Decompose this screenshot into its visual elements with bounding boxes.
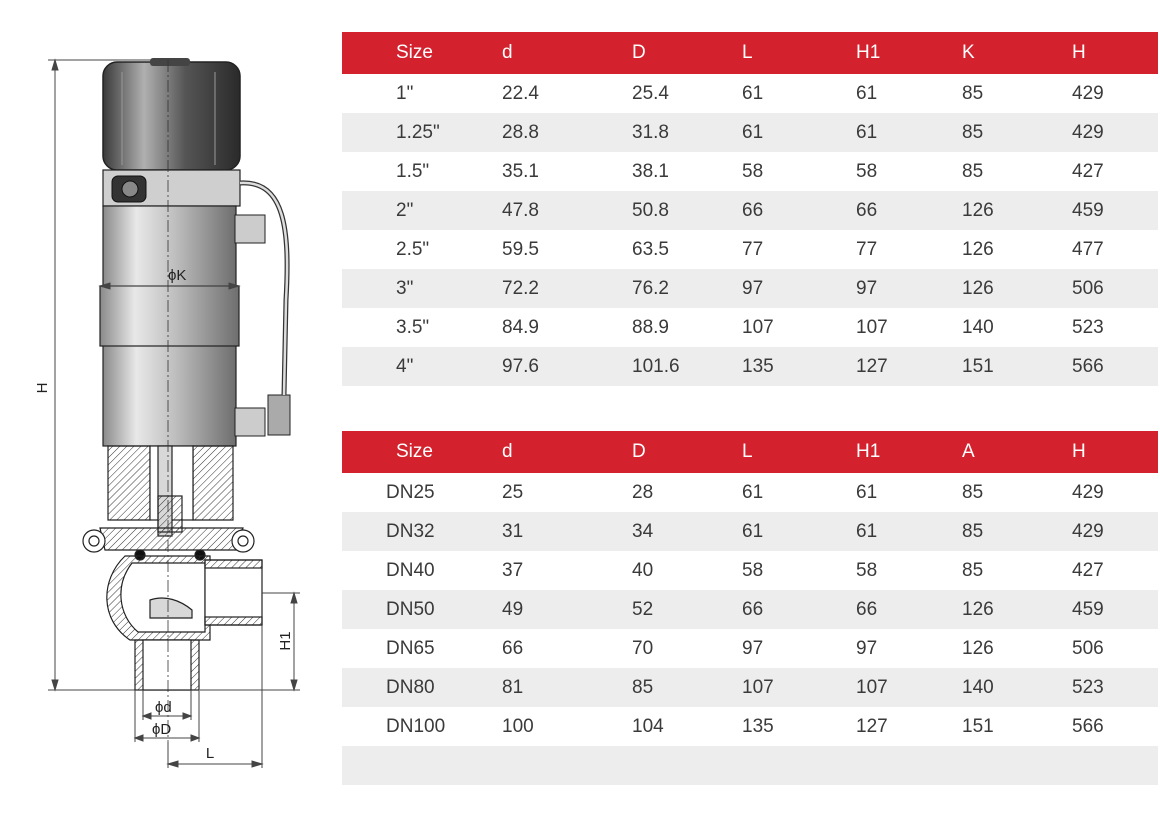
cell-value: 34 [592,512,712,551]
cell-size: 3.5" [396,316,430,338]
cell-value: 477 [1072,238,1104,260]
cell-value: 61 [856,481,878,503]
header-d: d [462,431,592,473]
actuator-body [100,183,290,446]
table-row [342,191,1158,230]
cell-value: 81 [462,668,592,707]
cell-size: DN80 [342,668,462,707]
cell-value: 61 [712,512,822,551]
cell-value: 97.6 [462,347,592,386]
cell-size: 4" [342,347,462,386]
filler-cell [342,746,1158,785]
cell-value: 151 [932,347,1032,386]
cell-value: 151 [962,715,994,737]
cell-value: 66 [502,637,524,659]
cell-size: DN32 [342,512,462,551]
cell-value: 566 [1072,715,1104,737]
cell-value: 85 [962,160,984,182]
cell-size: DN40 [386,559,435,581]
valve-bonnet-section [108,446,233,536]
header-size: Size [342,32,462,74]
cell-value: 66 [712,191,822,230]
cell-value: 22.4 [502,82,539,104]
clamp-ring [83,528,254,560]
table-row [342,707,1158,746]
table-row [342,512,1158,551]
cell-value: 58 [856,160,878,182]
cell-value: 459 [1032,191,1158,230]
cell-size: 1.25" [342,113,462,152]
cell-value: 104 [632,715,664,737]
cell-value: 566 [1032,347,1158,386]
cell-value: 429 [1032,512,1158,551]
table-row [342,473,1158,512]
cell-value: 25.4 [632,82,669,104]
cell-value: 31 [462,512,592,551]
cell-value: 523 [1032,668,1158,707]
cell-value: 126 [932,191,1032,230]
cell-value: 427 [1072,160,1104,182]
cell-value: 61 [856,82,878,104]
cell-value: 85 [962,82,984,104]
table-row [342,629,1158,668]
cell-value: 85 [932,113,1032,152]
spec-table-inch [342,32,1158,386]
cell-value: 59.5 [502,238,539,260]
cell-value: 429 [1072,481,1104,503]
cell-size: 3" [342,269,462,308]
cell-size: 1.5" [396,160,430,182]
table-row [342,668,1158,707]
cell-size: DN65 [386,637,435,659]
cell-value: 77 [856,238,878,260]
cell-value: 76.2 [592,269,712,308]
cell-value: 63.5 [632,238,669,260]
cell-value: 47.8 [462,191,592,230]
dim-label-d: ϕd [155,699,172,716]
cell-size: 1" [396,82,414,104]
cell-value: 85 [592,668,712,707]
cell-value: 85 [932,512,1032,551]
cell-value: 61 [822,113,932,152]
cell-value: 38.1 [632,160,669,182]
cell-value: 52 [592,590,712,629]
cell-value: 97 [742,637,764,659]
header-H: H [1032,431,1158,473]
cell-value: 35.1 [502,160,539,182]
cell-value: 523 [1072,316,1104,338]
cell-value: 31.8 [592,113,712,152]
cell-value: 101.6 [592,347,712,386]
cell-value: 61 [742,82,764,104]
table-row [342,113,1158,152]
valve-body-section [107,556,262,690]
cell-size: DN50 [342,590,462,629]
table-row [342,74,1158,113]
header-D: D [592,431,712,473]
header-D: D [592,32,712,74]
cell-value: 506 [1072,637,1104,659]
cell-value: 66 [712,590,822,629]
cell-value: 66 [822,191,932,230]
cell-value: 49 [462,590,592,629]
cell-value: 107 [856,316,888,338]
cell-value: 28 [632,481,654,503]
cell-value: 135 [742,715,774,737]
cell-size: 2" [342,191,462,230]
cell-size: 2.5" [396,238,430,260]
cell-value: 84.9 [502,316,539,338]
cell-value: 126 [932,590,1032,629]
cell-value: 107 [742,316,774,338]
cell-value: 25 [502,481,524,503]
cell-value: 50.8 [592,191,712,230]
cell-value: 58 [742,160,764,182]
cell-value: 58 [856,559,878,581]
dim-label-h1: H1 [277,631,294,651]
cell-value: 28.8 [462,113,592,152]
dim-label-l: L [205,745,215,762]
cell-value: 107 [822,668,932,707]
cell-value: 107 [712,668,822,707]
cell-value: 429 [1032,113,1158,152]
control-head-band [103,170,240,206]
table-row [342,230,1158,269]
table-row [342,269,1158,308]
header-H1: H1 [822,431,932,473]
cell-size: DN25 [386,481,435,503]
table-row [342,590,1158,629]
dim-label-k: ϕK [168,267,187,284]
actuator-cap [103,58,240,170]
cell-value: 70 [632,637,654,659]
header-H1: H1 [822,32,932,74]
cell-value: 126 [962,637,994,659]
cell-value: 429 [1072,82,1104,104]
table-row [342,347,1158,386]
cell-value: 140 [932,668,1032,707]
header-H: H [1032,32,1158,74]
cell-value: 97 [856,637,878,659]
cell-value: 58 [742,559,764,581]
cell-value: 85 [962,481,984,503]
table-row [342,551,1158,590]
cell-value: 66 [822,590,932,629]
cell-value: 88.9 [632,316,669,338]
cell-value: 126 [932,269,1032,308]
spec-table-dn [342,431,1158,785]
cell-value: 140 [962,316,994,338]
cell-value: 97 [822,269,932,308]
header-size: Size [342,431,462,473]
table-header-row [342,431,1158,473]
valve-technical-drawing [0,0,330,820]
header-L: L [712,431,822,473]
cell-value: 40 [632,559,654,581]
cell-value: 72.2 [462,269,592,308]
cell-value: 459 [1032,590,1158,629]
cell-value: 61 [822,512,932,551]
table-row [342,308,1158,347]
header-d: d [462,32,592,74]
cell-value: 61 [742,481,764,503]
cell-value: 100 [502,715,534,737]
dim-label-h: H [34,382,51,394]
cell-value: 127 [856,715,888,737]
header-L: L [712,32,822,74]
header-A: A [932,431,1032,473]
cell-value: 37 [502,559,524,581]
dim-label-D: ϕD [152,721,172,738]
cell-size: DN100 [386,715,446,737]
cell-value: 77 [742,238,764,260]
table-filler-row [342,746,1158,785]
table-row [342,152,1158,191]
cell-value: 61 [712,113,822,152]
cell-value: 135 [712,347,822,386]
cell-value: 127 [822,347,932,386]
cell-value: 85 [962,559,984,581]
cell-value: 97 [712,269,822,308]
cell-value: 126 [962,238,994,260]
header-K: K [932,32,1032,74]
cell-value: 506 [1032,269,1158,308]
cell-value: 427 [1072,559,1104,581]
table-header-row [342,32,1158,74]
